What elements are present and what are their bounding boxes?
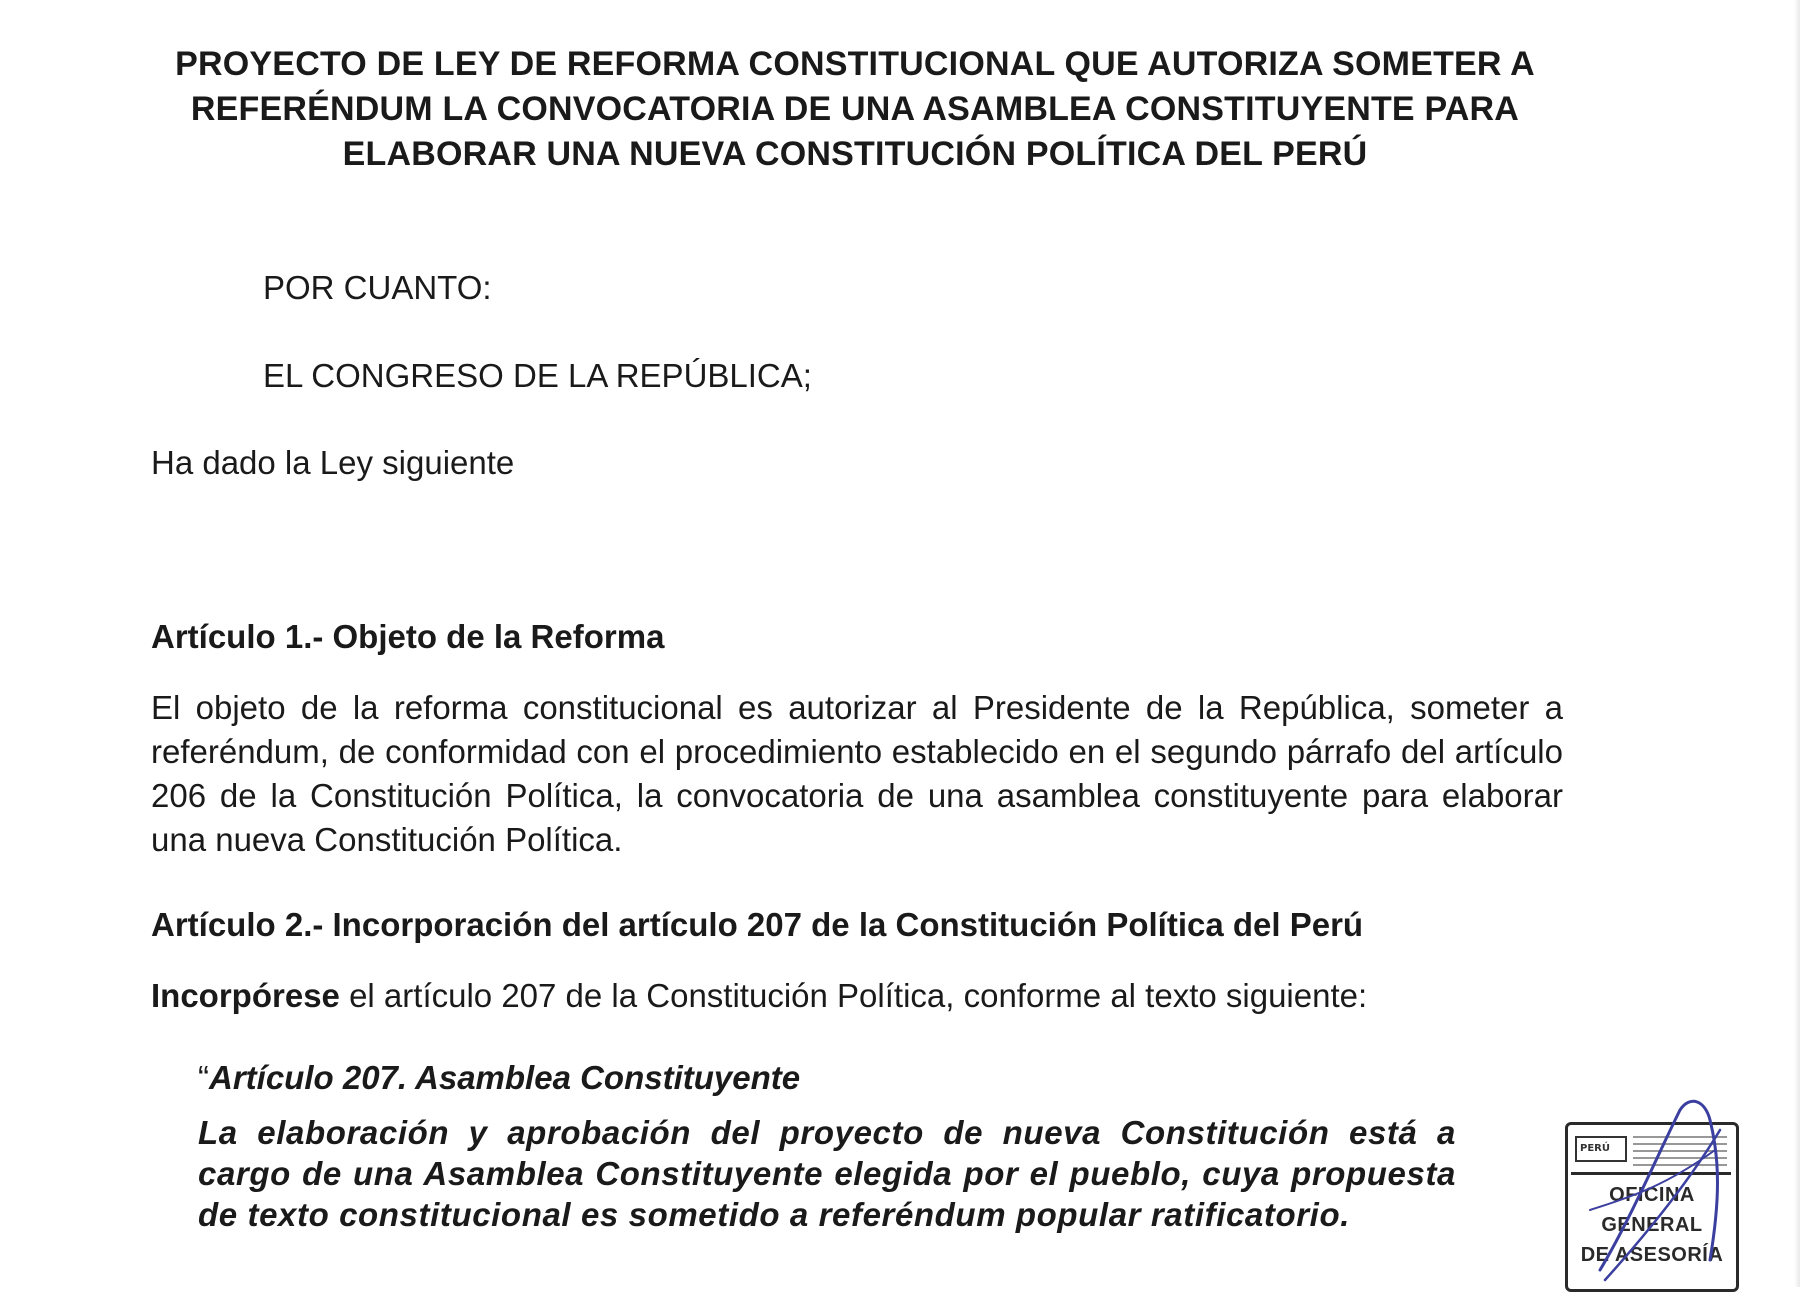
stamp-line-3: DE ASESORÍA (1580, 1244, 1724, 1266)
quoted-article-body: La elaboración y aprobación del proyecto de nueva Constitución está a cargo de una Asamblea Constituyente elegida por el pueblo, cuya propuesta de texto constitucional es sometido a referéndum popular ratificatorio. (198, 1114, 1456, 1233)
article-1-heading: Artículo 1.- Objeto de la Reforma (151, 618, 665, 655)
stamp-logo-text: PERÚ (1580, 1143, 1610, 1154)
incorporese-bold: Incorpórese (151, 977, 340, 1014)
article-2-paragraph (151, 974, 1563, 1018)
ha-dado-text: Ha dado la Ley siguiente (151, 444, 515, 481)
por-cuanto-text: POR CUANTO: (263, 269, 492, 306)
bill-title-line-3: ELABORAR UNA NUEVA CONSTITUCIÓN POLÍTICA DEL PERÚ (342, 135, 1368, 173)
stamp-line-1: OFICINA (1609, 1184, 1695, 1206)
scan-edge-shadow (1794, 0, 1800, 1287)
bill-title-line-1: PROYECTO DE LEY DE REFORMA CONSTITUCIONAL QUE AUTORIZA SOMETER A (175, 45, 1535, 83)
article-2-lead-text: el artículo 207 de la Constitución Política, conforme al texto siguiente: (339, 977, 1368, 1014)
congreso-text: EL CONGRESO DE LA REPÚBLICA; (263, 357, 812, 394)
article-1-paragraph: El objeto de la reforma constitucional es autorizar al Presidente de la República, someter a referéndum, de conformidad con el procedimiento establecido en el segundo párrafo del artículo 206 de la Constitución Política, la convocatoria de una asamblea constituyente para elaborar una nueva Constitución Política. (151, 689, 1563, 858)
stamp-line-2: GENERAL (1601, 1214, 1703, 1236)
open-quote-mark: “ (198, 1059, 209, 1096)
bill-title-line-2: REFERÉNDUM LA CONVOCATORIA DE UNA ASAMBLEA CONSTITUYENTE PARA (190, 90, 1520, 128)
bill-title (150, 42, 1560, 177)
handwritten-signature-icon (1570, 1090, 1770, 1287)
quoted-article-title (198, 1058, 800, 1098)
quoted-article-title-text: Artículo 207. Asamblea Constituyente (209, 1059, 801, 1096)
article-2-heading: Artículo 2.- Incorporación del artículo 207 de la Constitución Política del Perú (151, 906, 1364, 943)
